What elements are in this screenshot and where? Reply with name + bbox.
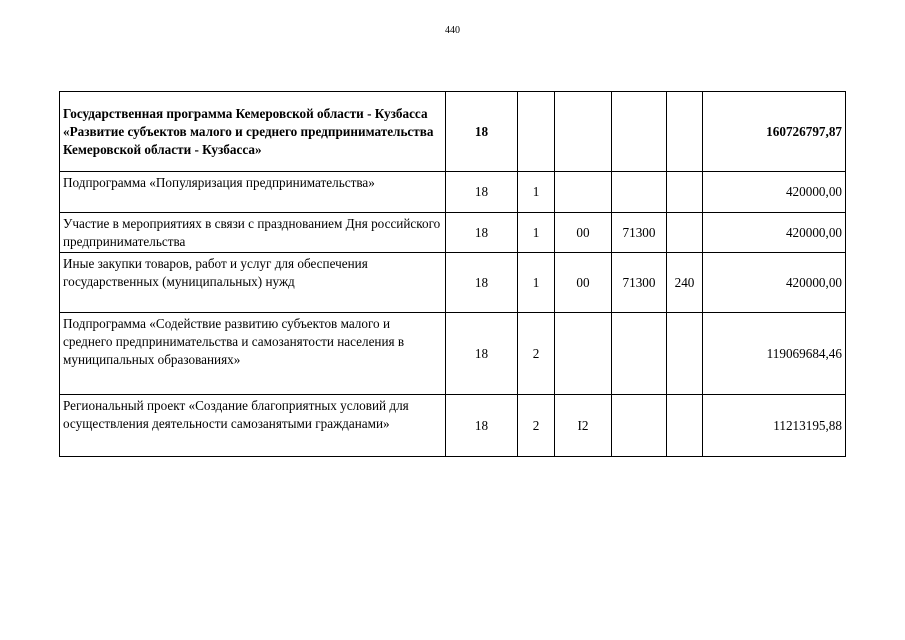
cell-type-code xyxy=(667,92,703,172)
cell-program-code: 18 xyxy=(446,395,518,457)
cell-direction-code xyxy=(555,172,612,213)
cell-expense-code: 71300 xyxy=(612,213,667,253)
table-row xyxy=(60,213,846,253)
cell-direction-code: 00 xyxy=(555,213,612,253)
table-row xyxy=(60,172,846,213)
page-number: 440 xyxy=(445,25,460,36)
cell-subprogram-code: 1 xyxy=(518,172,555,213)
cell-subprogram-code: 2 xyxy=(518,395,555,457)
cell-expense-code xyxy=(612,395,667,457)
cell-subprogram-code: 1 xyxy=(518,213,555,253)
cell-amount: 420000,00 xyxy=(703,253,846,313)
cell-direction-code: 00 xyxy=(555,253,612,313)
cell-program-code: 18 xyxy=(446,92,518,172)
row-name: Подпрограмма «Содействие развитию субъектов малого и среднего предпринимательства и самозанятости населения в муниципальных образованиях» xyxy=(60,313,446,395)
table-row xyxy=(60,313,846,395)
cell-direction-code xyxy=(555,313,612,395)
cell-type-code xyxy=(667,213,703,253)
cell-amount: 420000,00 xyxy=(703,172,846,213)
cell-type-code xyxy=(667,313,703,395)
cell-direction-code: I2 xyxy=(555,395,612,457)
cell-amount: 119069684,46 xyxy=(703,313,846,395)
cell-direction-code xyxy=(555,92,612,172)
row-name: Иные закупки товаров, работ и услуг для обеспечения государственных (муниципальных) нужд xyxy=(60,253,446,313)
cell-expense-code: 71300 xyxy=(612,253,667,313)
cell-type-code xyxy=(667,172,703,213)
cell-subprogram-code: 1 xyxy=(518,253,555,313)
cell-subprogram-code xyxy=(518,92,555,172)
budget-table xyxy=(59,91,846,457)
cell-program-code: 18 xyxy=(446,172,518,213)
cell-type-code: 240 xyxy=(667,253,703,313)
cell-amount: 11213195,88 xyxy=(703,395,846,457)
table-row xyxy=(60,253,846,313)
cell-type-code xyxy=(667,395,703,457)
table-row xyxy=(60,395,846,457)
cell-program-code: 18 xyxy=(446,253,518,313)
cell-program-code: 18 xyxy=(446,313,518,395)
row-name: Региональный проект «Создание благоприятных условий для осуществления деятельности самозанятыми гражданами» xyxy=(60,395,446,457)
cell-subprogram-code: 2 xyxy=(518,313,555,395)
cell-program-code: 18 xyxy=(446,213,518,253)
row-name: Участие в мероприятиях в связи с празднованием Дня российского предпринимательства xyxy=(60,213,446,253)
cell-expense-code xyxy=(612,172,667,213)
row-name: Государственная программа Кемеровской области - Кузбасса «Развитие субъектов малого и среднего предпринимательства Кемеровской области - Кузбасса» xyxy=(60,92,446,172)
row-name: Подпрограмма «Популяризация предпринимательства» xyxy=(60,172,446,213)
cell-amount: 420000,00 xyxy=(703,213,846,253)
cell-amount: 160726797,87 xyxy=(703,92,846,172)
cell-expense-code xyxy=(612,92,667,172)
table-row xyxy=(60,92,846,172)
cell-expense-code xyxy=(612,313,667,395)
